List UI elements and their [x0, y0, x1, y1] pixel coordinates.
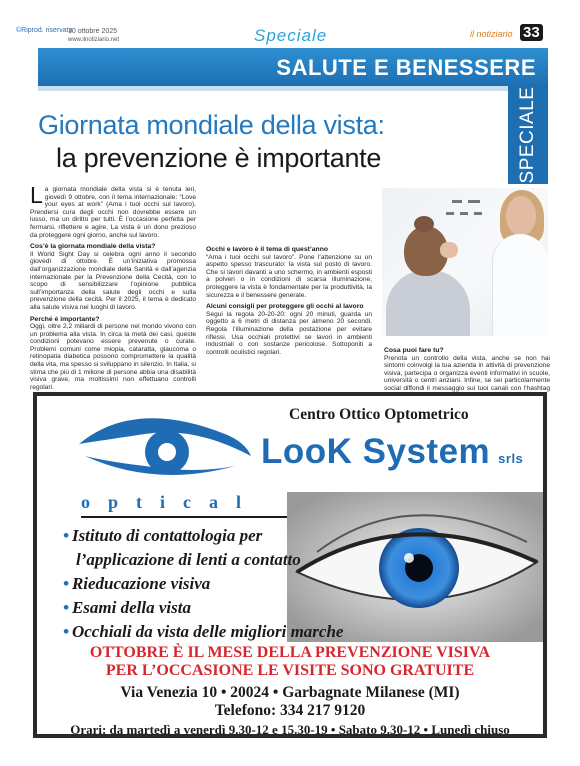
subheading: Perché è importante? [30, 315, 100, 323]
copyright-note: ©Riprod. riservata [16, 27, 73, 34]
paragraph: Segui la regola 20-20-20: ogni 20 minuti, guarda un oggetto a 6 metri di distanza per almeno 20 secondi. Regola l’illuminazione della postazione per evitare riflessi. Usa occhiali protettivi se lavori in ambienti industriali o con sostanze pericolose. Sottoponiti a controlli oculistici regolari. [206, 310, 372, 356]
service-text: l’applicazione di lenti a contatto [76, 550, 301, 569]
patient-hair-bun [414, 216, 434, 232]
section-label: Speciale [254, 26, 328, 45]
paragraph: “Ama i tuoi occhi sul lavoro”. Pone l’attenzione su un aspetto spesso trascurato: la vista sul posto di lavoro. Che si lavori davanti a uno schermo, in ambienti esposti a polveri o in condizioni di scarsa illuminazione, proteggere la vista è fondamentale per la produttività, la sicurezza e il benessere generale. [206, 253, 372, 299]
article-column-1 [30, 182, 196, 392]
dropcap: L [30, 182, 43, 208]
ad-phone[interactable]: Telefono: 334 217 9120 [214, 702, 366, 719]
service-text: Esami della vista [71, 598, 191, 617]
eye-chart-letter [474, 212, 482, 215]
bullet-icon: • [63, 598, 69, 617]
bullet-icon: • [63, 622, 69, 641]
ad-promo-line-2: PER L’OCCASIONE LE VISITE SONO GRATUITE [105, 662, 475, 679]
page-number: 33 [520, 24, 543, 41]
subheading: Cosa puoi fare tu? [384, 347, 444, 354]
subheading: Occhi e lavoro è il tema di quest’anno [206, 246, 328, 253]
section-band [38, 48, 548, 86]
side-tab-label: SPECIALE [517, 86, 538, 184]
list-item [63, 596, 343, 620]
website-link[interactable]: www.ilnotiziario.net [68, 37, 120, 43]
ad-brand-suffix: srls [498, 451, 524, 466]
list-item [63, 524, 343, 548]
service-text: Rieducazione visiva [71, 574, 211, 593]
bullet-icon: • [63, 574, 69, 593]
ad-promo-line-1: OTTOBRE È IL MESE DELLA PREVENZIONE VISIVA [89, 644, 491, 661]
service-text: Occhiali da vista delle migliori marche [71, 622, 344, 641]
ad-address: Via Venezia 10 • 20024 • Garbagnate Milanese (MI) [120, 684, 460, 701]
intro-paragraph [30, 182, 196, 239]
doctor-head [506, 196, 536, 236]
intro-text: a giornata mondiale della vista si è tenuta ieri, giovedì 9 ottobre, con il tema internazionale: “Love your eyes at work” (Ama i tuoi occhi sul lavoro). Prendersi cura degli occhi non dovrebbe essere un lusso, ma un diritto per tutti. È l’occasione perfetta per fermarsi, riflettere e agire. La vista è un dono prezioso da proteggere ogni giorno, anche sul lavoro. [30, 186, 196, 239]
doctor-coat [492, 234, 548, 336]
patient-hand [440, 242, 458, 258]
ad-kicker: Centro Ottico Optometrico [289, 406, 469, 423]
headline-line-1: Giornata mondiale della vista: [38, 110, 385, 140]
patient-shoulders [386, 270, 470, 336]
paragraph: Il World Sight Day si celebra ogni anno il secondo giovedì di ottobre. È un’iniziativa promossa dall’organizzazione mondiale della Sanità e dall’agenzia internazionale per la Prevenzione della Cecità, con lo scopo di sensibilizzare l’opinione pubblica sull’importanza della salute degli occhi e sulla prevenzione della cecità. Per il 2025, il tema è dedicato alla salute visiva nei luoghi di lavoro. [30, 250, 196, 311]
issue-date: 10 ottobre 2025 [68, 28, 118, 35]
ad-hours: Orari: da martedì a venerdì 9.30-12 e 15.30-19 • Sabato 9.30-12 • Lunedì chiuso [70, 722, 510, 737]
subheading: Cos’è la giornata mondiale della vista? [30, 243, 156, 251]
side-tab [508, 86, 548, 184]
band-divider [38, 86, 508, 91]
list-item [63, 620, 343, 644]
ad-brand [261, 432, 523, 472]
eye-chart-letter [468, 200, 480, 203]
section-title: SALUTE E BENESSERE [276, 55, 536, 80]
eye-logo-icon [75, 404, 255, 488]
article-photo [382, 188, 548, 336]
list-item [63, 548, 343, 572]
paragraph: Prenota un controllo della vista, anche se non hai sintomi coinvolgi la tua azienda in attività di prevenzione visiva, partecipa o organizza eventi informativi in scuole, università o centri anziani. Infine, se sei particolarmente social diffondi il messaggio sui tuoi canali con l’hashtag [384, 354, 550, 392]
ad-brand-name: LooK System [261, 432, 491, 471]
advertisement [33, 392, 547, 738]
paper-name: il notiziario [470, 29, 513, 39]
paragraph: Oggi, oltre 2,2 miliardi di persone nel mondo vivono con un problema alla vista. In circa la metà dei casi, queste condizioni potevano essere prevenute o curate. Problemi comuni come miopia, cataratta, glaucoma o retinopatia diabetica possono compromettere la qualità della vita, ma spesso si sviluppano in silenzio. In Italia, si stima che più di 1 milione di persone abbia una disabilità visiva grave, ma moltissimi non effettuano controlli regolari. [30, 323, 196, 391]
service-text: Istituto di contattologia per [71, 526, 263, 545]
eye-chart-letter [460, 212, 468, 215]
article-column-2 [206, 186, 372, 357]
eye-chart-letter [446, 212, 454, 215]
subheading: Alcuni consigli per proteggere gli occhi al lavoro [206, 303, 364, 311]
ad-optical: optical [81, 492, 259, 512]
ad-services-list [63, 524, 343, 644]
headline-line-2: la prevenzione è importante [56, 143, 382, 173]
page-header [0, 0, 580, 50]
list-item [63, 572, 343, 596]
eye-chart-letter [452, 200, 462, 203]
bullet-icon: • [63, 526, 69, 545]
